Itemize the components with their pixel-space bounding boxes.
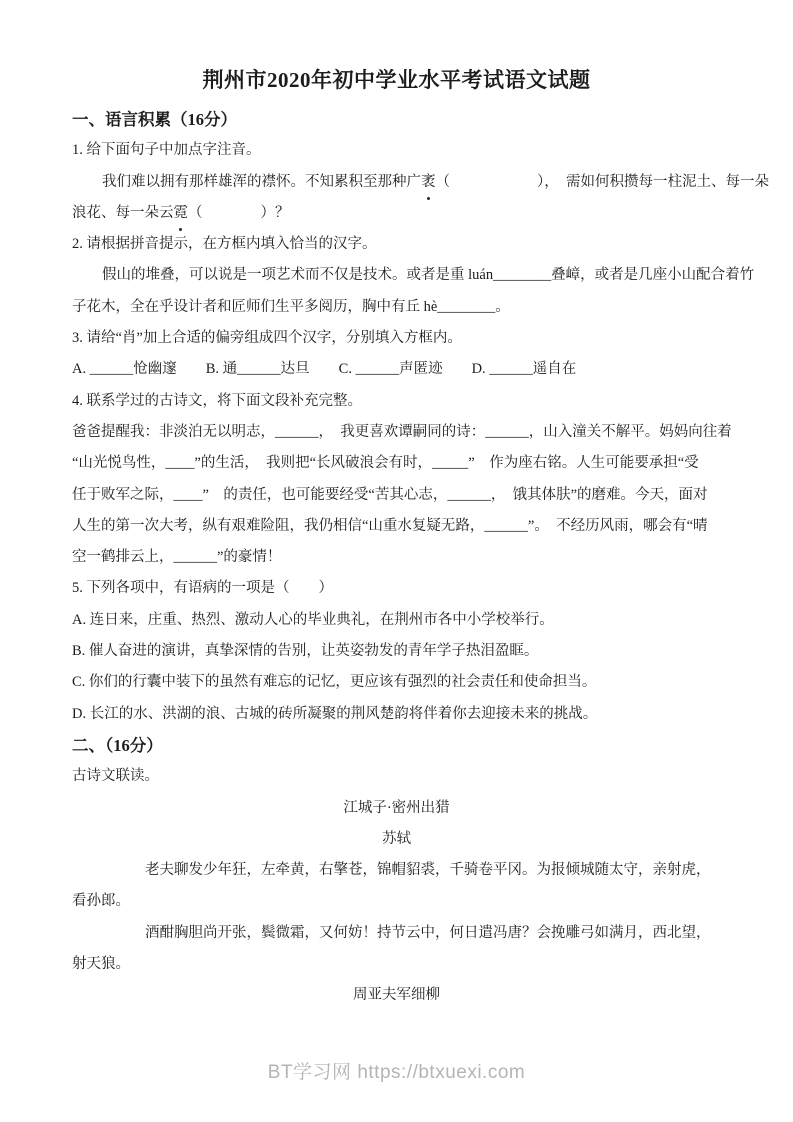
question-5-option-b: B. 催人奋进的演讲，真挚深情的告别，让英姿勃发的青年学子热泪盈眶。 — [72, 643, 539, 660]
question-2-passage-line-2: 子花木，全在乎设计者和匠师们生平多阅历，胸中有丘 hè________。 — [72, 298, 510, 315]
question-5-option-a: A. 连日来，庄重、热烈、激动人心的毕业典礼，在荆州市各中小学校举行。 — [72, 611, 554, 628]
dotted-char-mao: 袤 — [421, 167, 436, 198]
footer-watermark: BT学习网 https://btxuexi.com — [267, 1062, 526, 1083]
question-4-stem: 4. 联系学过的古诗文，将下面文段补充完整。 — [72, 392, 362, 409]
poem-line-1-continued: 看孙郎。 — [72, 893, 130, 910]
question-3-stem: 3. 请给“肖”加上合适的偏旁组成四个汉字，分别填入方框内。 — [72, 330, 462, 347]
section-two-intro: 古诗文联读。 — [72, 768, 159, 785]
question-4-passage-line-2: “山光悦鸟性，____”的生活， 我则把“长风破浪会有时，_____” 作为座右铭。人生可能要承担“受 — [72, 455, 699, 472]
question-5-option-c: C. 你们的行囊中装下的虽然有难忘的记忆，更应该有强烈的社会责任和使命担当。 — [72, 674, 597, 691]
question-4-passage-line-5: 空一鹤排云上，______”的豪情！ — [72, 549, 282, 566]
question-2-stem: 2. 请根据拼音提示，在方框内填入恰当的汉字。 — [72, 236, 377, 253]
poem-line-2-continued: 射天狼。 — [72, 956, 130, 973]
section-one-heading: 一、语言积累（16分） — [72, 110, 237, 129]
question-1-passage-line-1-pre: 我们难以拥有那样雄浑的襟怀。不知累积至那种广 — [102, 173, 421, 190]
question-2-passage-line-1: 假山的堆叠，可以说是一项艺术而不仅是技术。或者是重 luán________叠嶂，或者是几座小山配合着竹 — [102, 267, 755, 284]
question-1-passage-line-2-post: （ ）？ — [188, 204, 290, 221]
poem-author: 苏轼 — [382, 830, 411, 847]
section-two-heading: 二、（16分） — [72, 735, 163, 755]
dotted-char-ni: 霓 — [174, 198, 189, 229]
question-1-stem: 1. 给下面句子中加点字注音。 — [72, 142, 261, 159]
question-4-passage-line-1: 爸爸提醒我：非淡泊无以明志，______， 我更喜欢谭嗣同的诗：______，山入潼关不解平。妈妈向往着 — [72, 423, 732, 440]
question-4-passage-line-3: 任于败军之际，____” 的责任，也可能要经受“苦其心志，______， 饿其体肤”的磨难。今天，面对 — [72, 486, 708, 503]
question-5-option-d: D. 长江的水、洪湖的浪、古城的砖所凝聚的荆风楚韵将伴着你去迎接未来的挑战。 — [72, 705, 598, 722]
page-title: 荆州市2020年初中学业水平考试语文试题 — [202, 68, 591, 92]
document-body — [72, 104, 769, 1012]
poem-line-1: 老夫聊发少年狂，左牵黄，右擎苍，锦帽貂裘，千骑卷平冈。为报倾城随太守，亲射虎， — [145, 862, 711, 879]
question-1-passage-line-2-pre: 浪花、每一朵云 — [72, 204, 174, 221]
poem-line-2: 酒酣胸胆尚开张，鬓微霜，又何妨！持节云中，何日遣冯唐？会挽雕弓如满月，西北望， — [145, 924, 711, 941]
question-1-passage-line-1 — [72, 167, 769, 198]
question-1-passage-line-2 — [72, 198, 721, 229]
question-3-options: A. ______怆幽邃 B. 通______达旦 C. ______声匿迹 D. ______遥自在 — [72, 361, 577, 378]
question-4-passage-line-4: 人生的第一次大考，纵有艰难险阻，我仍相信“山重水复疑无路，______”。 不经历风雨，哪会有“晴 — [72, 517, 708, 534]
question-5-stem: 5. 下列各项中，有语病的一项是（ ） — [72, 580, 333, 597]
poem-title: 江城子·密州出猎 — [343, 799, 450, 816]
prose-title: 周亚夫军细柳 — [353, 987, 440, 1004]
question-1-passage-line-1-post: （ ）， 需如何积攒每一柱泥土、每一朵 — [435, 173, 769, 190]
